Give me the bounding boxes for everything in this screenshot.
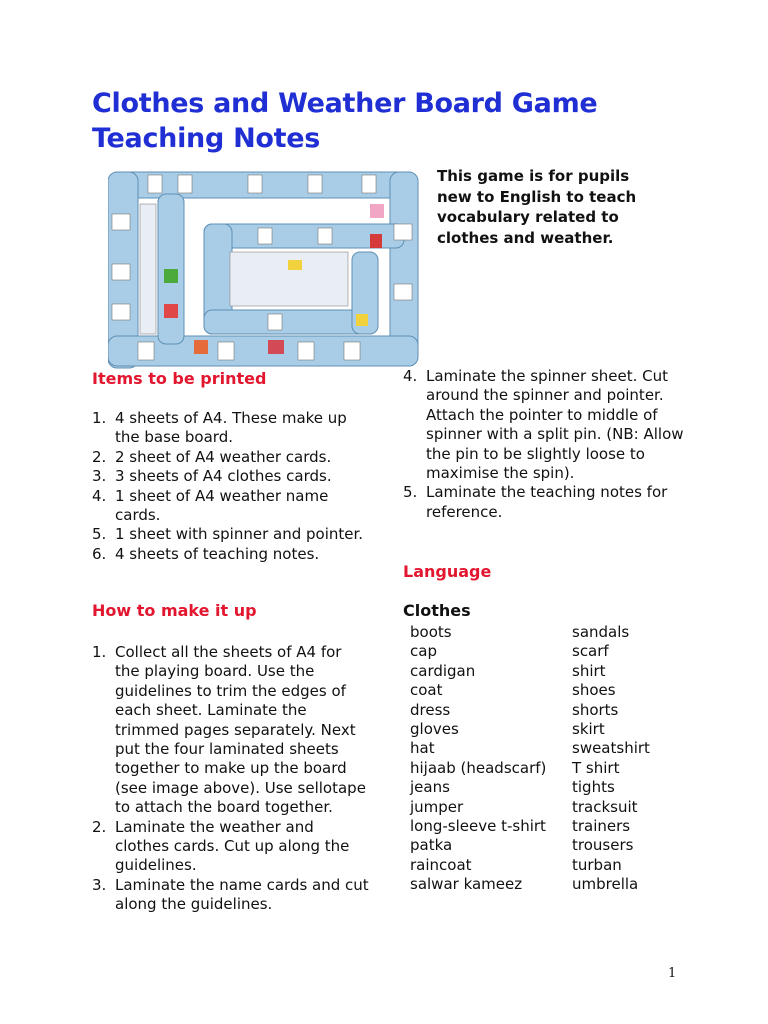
list-item [92, 545, 372, 564]
item-text: 3 sheets of A4 clothes cards. [115, 467, 332, 486]
language-heading: Language [403, 562, 492, 581]
list-item: gloves [410, 720, 459, 739]
list-item: shorts [572, 700, 619, 719]
list-item: trainers [572, 817, 631, 836]
step-text: Collect all the sheets of A4 for the playing board. Use the guidelines to trim the edges of each sheet. Laminate the trimmed pages separately. Next put the four laminated sheets together to make up the board (see image above). Use sellotape to attach the board together. [115, 643, 366, 817]
item-text: 1 sheet of A4 weather name cards. [115, 486, 329, 525]
list-item: scarf [572, 642, 609, 661]
list-item: T shirt [572, 758, 620, 777]
list-item: tracksuit [572, 797, 638, 816]
make-heading: How to make it up [92, 601, 257, 620]
list-item: sandals [572, 623, 630, 641]
list-item: trousers [572, 836, 634, 855]
list-item [92, 876, 370, 915]
step-number: 5. [403, 483, 418, 502]
list-item: shirt [572, 661, 606, 680]
list-item: umbrella [572, 875, 639, 894]
list-item [92, 525, 372, 544]
page-number: 1 [668, 966, 677, 981]
list-item [403, 367, 688, 483]
title-line-2: Teaching Notes [92, 123, 321, 154]
list-item: skirt [572, 720, 605, 739]
list-item: jumper [410, 797, 464, 816]
list-item [92, 467, 372, 486]
item-text: 4 sheets of A4. These make up the base board. [115, 409, 347, 447]
step-text: Laminate the spinner sheet. Cut around the spinner and pointer. Attach the pointer to middle of spinner with a split pin. (NB: Allow the pin to be slightly loose to maximise the spin). [426, 367, 684, 483]
list-item: tights [572, 778, 615, 797]
list-item: hat [410, 739, 435, 758]
item-text: 1 sheet with spinner and pointer. [115, 525, 364, 544]
list-item: patka [410, 836, 453, 855]
items-list [92, 409, 372, 564]
list-item: long-sleeve t-shirt [410, 817, 546, 836]
step-number: 2. [92, 817, 107, 836]
list-item [92, 818, 370, 876]
list-item: sweatshirt [572, 739, 650, 758]
step-text: Laminate the teaching notes for reference. [426, 483, 668, 521]
list-item [92, 448, 372, 467]
board-game-image [108, 164, 421, 372]
title-line-1: Clothes and Weather Board Game [92, 88, 598, 119]
step-text: Laminate the weather and clothes cards. Cut up along the guidelines. [115, 817, 350, 875]
list-item: dress [410, 700, 451, 719]
list-item: coat [410, 681, 443, 700]
right-steps-list [403, 367, 688, 522]
step-number: 1. [92, 643, 107, 661]
item-number: 4. [92, 486, 107, 505]
item-number: 6. [92, 544, 107, 563]
item-number: 1. [92, 409, 107, 427]
list-item: turban [572, 855, 622, 874]
make-steps-list [92, 643, 370, 915]
item-number: 2. [92, 447, 107, 466]
item-number: 5. [92, 525, 107, 544]
list-item: jeans [410, 778, 450, 797]
list-item [403, 483, 688, 522]
list-item: salwar kameez [410, 875, 523, 894]
list-item [92, 487, 372, 526]
list-item: shoes [572, 681, 616, 700]
list-item: cap [410, 642, 437, 661]
list-item [92, 409, 372, 448]
list-item [92, 643, 370, 818]
step-text: Laminate the name cards and cut along the guidelines. [115, 875, 369, 914]
items-heading: Items to be printed [92, 369, 267, 388]
list-item: hijaab (headscarf) [410, 758, 547, 777]
item-text: 2 sheet of A4 weather cards. [115, 447, 332, 466]
clothes-column-1 [410, 623, 546, 895]
item-text: 4 sheets of teaching notes. [115, 544, 320, 563]
step-number: 4. [403, 367, 418, 385]
item-number: 3. [92, 467, 107, 486]
list-item: boots [410, 623, 452, 641]
list-item: raincoat [410, 855, 472, 874]
intro-text: This game is for pupils new to English to teach vocabulary related to clothes and weather. [437, 167, 637, 247]
clothes-column-2 [572, 623, 650, 895]
step-number: 3. [92, 875, 107, 894]
list-item: cardigan [410, 661, 476, 680]
page-title [92, 86, 732, 156]
clothes-heading: Clothes [403, 601, 471, 620]
